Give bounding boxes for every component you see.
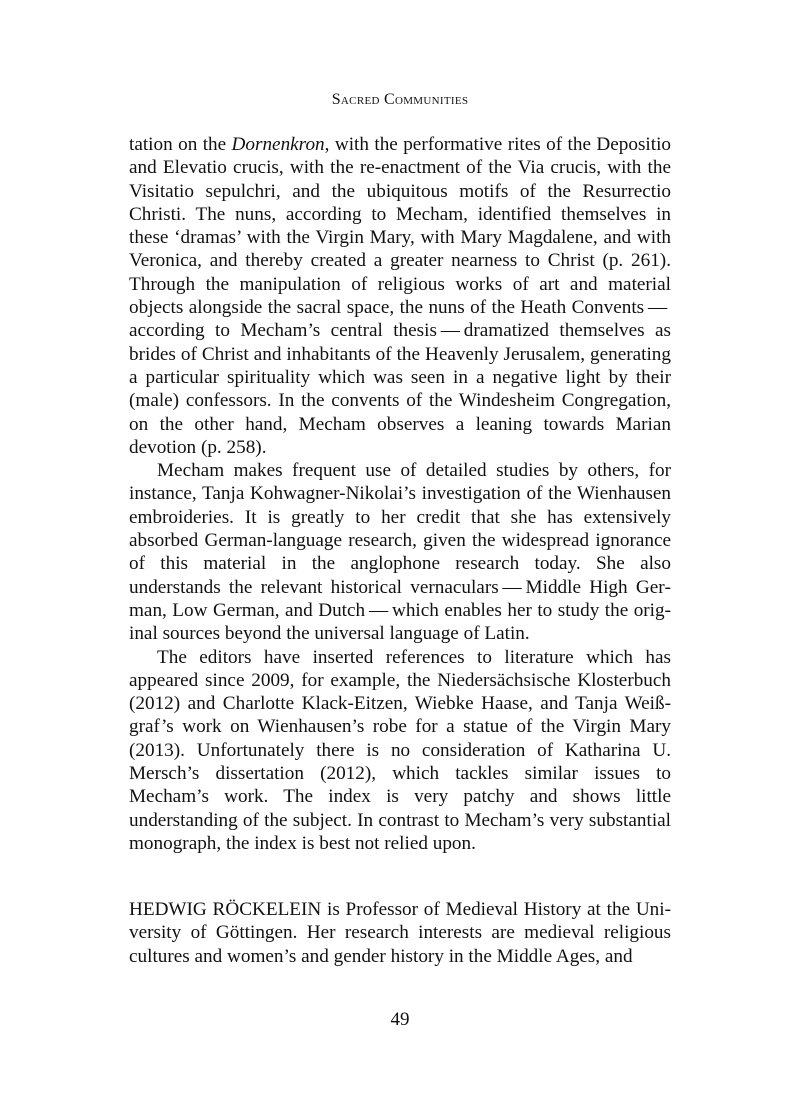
- paragraph-2: Mecham makes frequent use of detailed studies by others, for instance, Tanja Kohwagner-Nikolai’s investigation of the Wienhausen embroideries. It is greatly to her credit that she has extensively absorbed German-language research, given the widespread ignorance of this material in the anglophone research today. She also understands the relevant historical vernaculars — Middle High German, Low German, and Dutch — which enables her to study the original sources beyond the universal language of Latin.: [129, 460, 671, 645]
- paragraph-1-start: tation on the: [129, 134, 232, 155]
- author-bio-text: HEDWIG RÖCKELEIN is Professor of Medieval History at the University of Göttingen. Her research interests are medieval religious cultures and women’s and gender history in the Middle Ages, and: [129, 899, 671, 967]
- paragraph-3: The editors have inserted references to literature which has appeared since 2009, for example, the Niedersächsische Klosterbuch (2012) and Charlotte Klack-Eitzen, Wiebke Haase, and Tanja Weißgraf’s work on Wienhausen’s robe for a statue of the Virgin Mary (2013). Unfortunately there is no consideration of Katharina U. Mersch’s dissertation (2012), which tackles similar issues to Mecham’s work. The index is very patchy and shows little understanding of the subject. In contrast to Mecham’s very substantial monograph, the index is best not relied upon.: [129, 646, 671, 854]
- page-number: 49: [390, 1009, 410, 1030]
- paragraph-1-rest: , with the performative rites of the Depositio and Elevatio crucis, with the re-enactment of the Via crucis, with the Visitatio sepulchri, and the ubiquitous motifs of the Resurrectio Christi. The nuns, according to Mecham, identified themselves in these ‘dramas’ with the Virgin Mary, with Mary Magdalene, and with Veronica, and thereby created a greater nearness to Christ (p. 261). Through the manipulation of religious works of art and material objects alongside the sacral space, the nuns of the Heath Convents — according to Mecham’s central thesis — dramatized themselves as brides of Christ and inhabitants of the Heavenly Jerusalem, generating a particular spirituality which was seen in a negative light by their (male) confessors. In the convents of the Windesheim Congregation, on the other hand, Mecham observes a leaning towards Marian devotion (p. 258).: [129, 134, 671, 458]
- running-head: Sacred Communities: [331, 91, 469, 108]
- author-bio: [129, 898, 671, 968]
- paragraph-1: [129, 133, 671, 459]
- review-body: [129, 133, 671, 855]
- italic-title-dornenkron: Dornenkron: [231, 134, 325, 155]
